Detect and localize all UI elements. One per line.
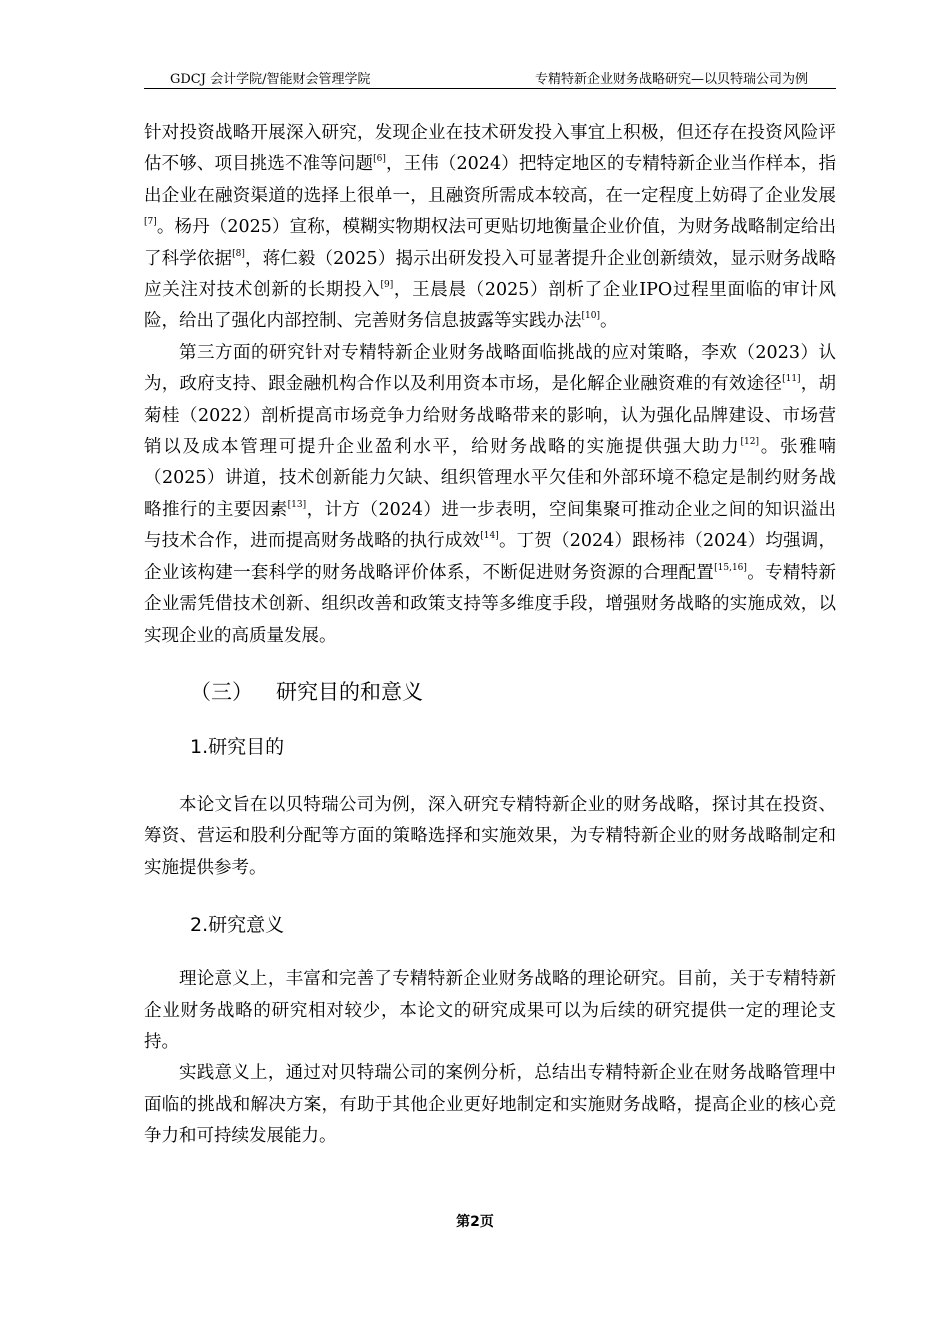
text-span: ，胡菊桂（2022）剖析提高市场竞争力给财务战略带来的影响，认为强化品牌建设、市场营销以及成本管理可提升企业盈利水平，给财务战略的实施提供强大助力	[144, 374, 837, 458]
header-left-text: GDCJ 会计学院/智能财会管理学院	[170, 72, 371, 87]
paragraph-strategy-review	[144, 338, 836, 652]
header-right-text: 专精特新企业财务战略研究—以贝特瑞公司为例	[534, 72, 808, 87]
citation-15-16: [15,16]	[714, 562, 747, 573]
citation-6: [6]	[373, 154, 386, 165]
paragraph-investment-review	[144, 118, 836, 338]
subsection-heading-significance: 2.研究意义	[190, 914, 285, 937]
citation-13: [13]	[287, 499, 307, 510]
text-span: 第三方面的研究针对专精特新企业财务战略面临挑战的应对策略，李欢（2023）认为，政府支持、跟金融机构合作以及利用资本市场，是化解企业融资难的有效途径	[144, 342, 836, 395]
citation-9: [9]	[380, 280, 394, 291]
text-span: 。张雅喃（2025）讲道，技术创新能力欠缺、组织管理水平欠佳和外部环境不稳定是制约财务战略推行的主要因素	[144, 437, 837, 520]
page-number: 第2页	[456, 1214, 494, 1230]
paragraph-theoretical-significance: 理论意义上，丰富和完善了专精特新企业财务战略的理论研究。目前，关于专精特新企业财务战略的研究相对较少，本论文的研究成果可以为后续的研究提供一定的理论支持。	[144, 969, 836, 1052]
paragraph-purpose: 本论文旨在以贝特瑞公司为例，深入研究专精特新企业的财务战略，探讨其在投资、筹资、营运和股利分配等方面的策略选择和实施效果，为专精特新企业的财务战略制定和实施提供参考。	[144, 794, 836, 878]
text-span: 。专精特新企业需凭借技术创新、组织改善和政策支持等多维度手段，增强财务战略的实施成效，以实现企业的高质量发展。	[144, 562, 837, 646]
page-header	[144, 66, 836, 89]
citation-12: [12]	[740, 437, 760, 448]
text-span: 针对投资战略开展深入研究，发现企业在技术研发投入事宜上积极，但还存在投资风险评估不够、项目挑选不准等问题	[144, 123, 836, 175]
citation-11: [11]	[782, 374, 801, 385]
citation-14: [14]	[480, 531, 499, 542]
text-span: ，王晨晨（2025）剖析了企业IPO过程里面临的审计风险，给出了强化内部控制、完善财务信息披露等实践办法	[144, 280, 836, 332]
citation-8: [8]	[232, 248, 245, 259]
subsection-heading-purpose: 1.研究目的	[190, 735, 285, 758]
citation-7: [7]	[144, 217, 157, 228]
text-span: 。杨丹（2025）宣称，模糊实物期权法可更贴切地衡量企业价值，为财务战略制定给出了科学依据	[144, 217, 836, 269]
text-span: ，计方（2024）进一步表明，空间集聚可推动企业之间的知识溢出与技术合作，进而提高财务战略的执行成效	[144, 499, 836, 552]
text-span: ，蒋仁毅（2025）揭示出研发投入可显著提升企业创新绩效，显示财务战略应关注对技术创新的长期投入	[144, 248, 836, 301]
section-heading	[144, 672, 836, 732]
section-title: 研究目的和意义	[276, 679, 423, 704]
text-span: 。	[599, 311, 618, 332]
section-number: （三）	[190, 679, 253, 704]
paragraph-practical-significance: 实践意义上，通过对贝特瑞公司的案例分析，总结出专精特新企业在财务战略管理中面临的挑战和解决方案，有助于其他企业更好地制定和实施财务战略，提高企业的核心竞争力和可持续发展能力。	[144, 1063, 836, 1147]
text-span: 。丁贺（2024）跟杨祎（2024）均强调，企业该构建一套科学的财务战略评价体系，不断促进财务资源的合理配置	[144, 531, 836, 583]
document-body	[144, 118, 836, 1153]
citation-10: [10]	[581, 311, 600, 322]
text-span: ，王伟（2024）把特定地区的专精特新企业当作样本，指出企业在融资渠道的选择上很单一，且融资所需成本较高，在一定程度上妨碍了企业发展	[144, 154, 836, 206]
